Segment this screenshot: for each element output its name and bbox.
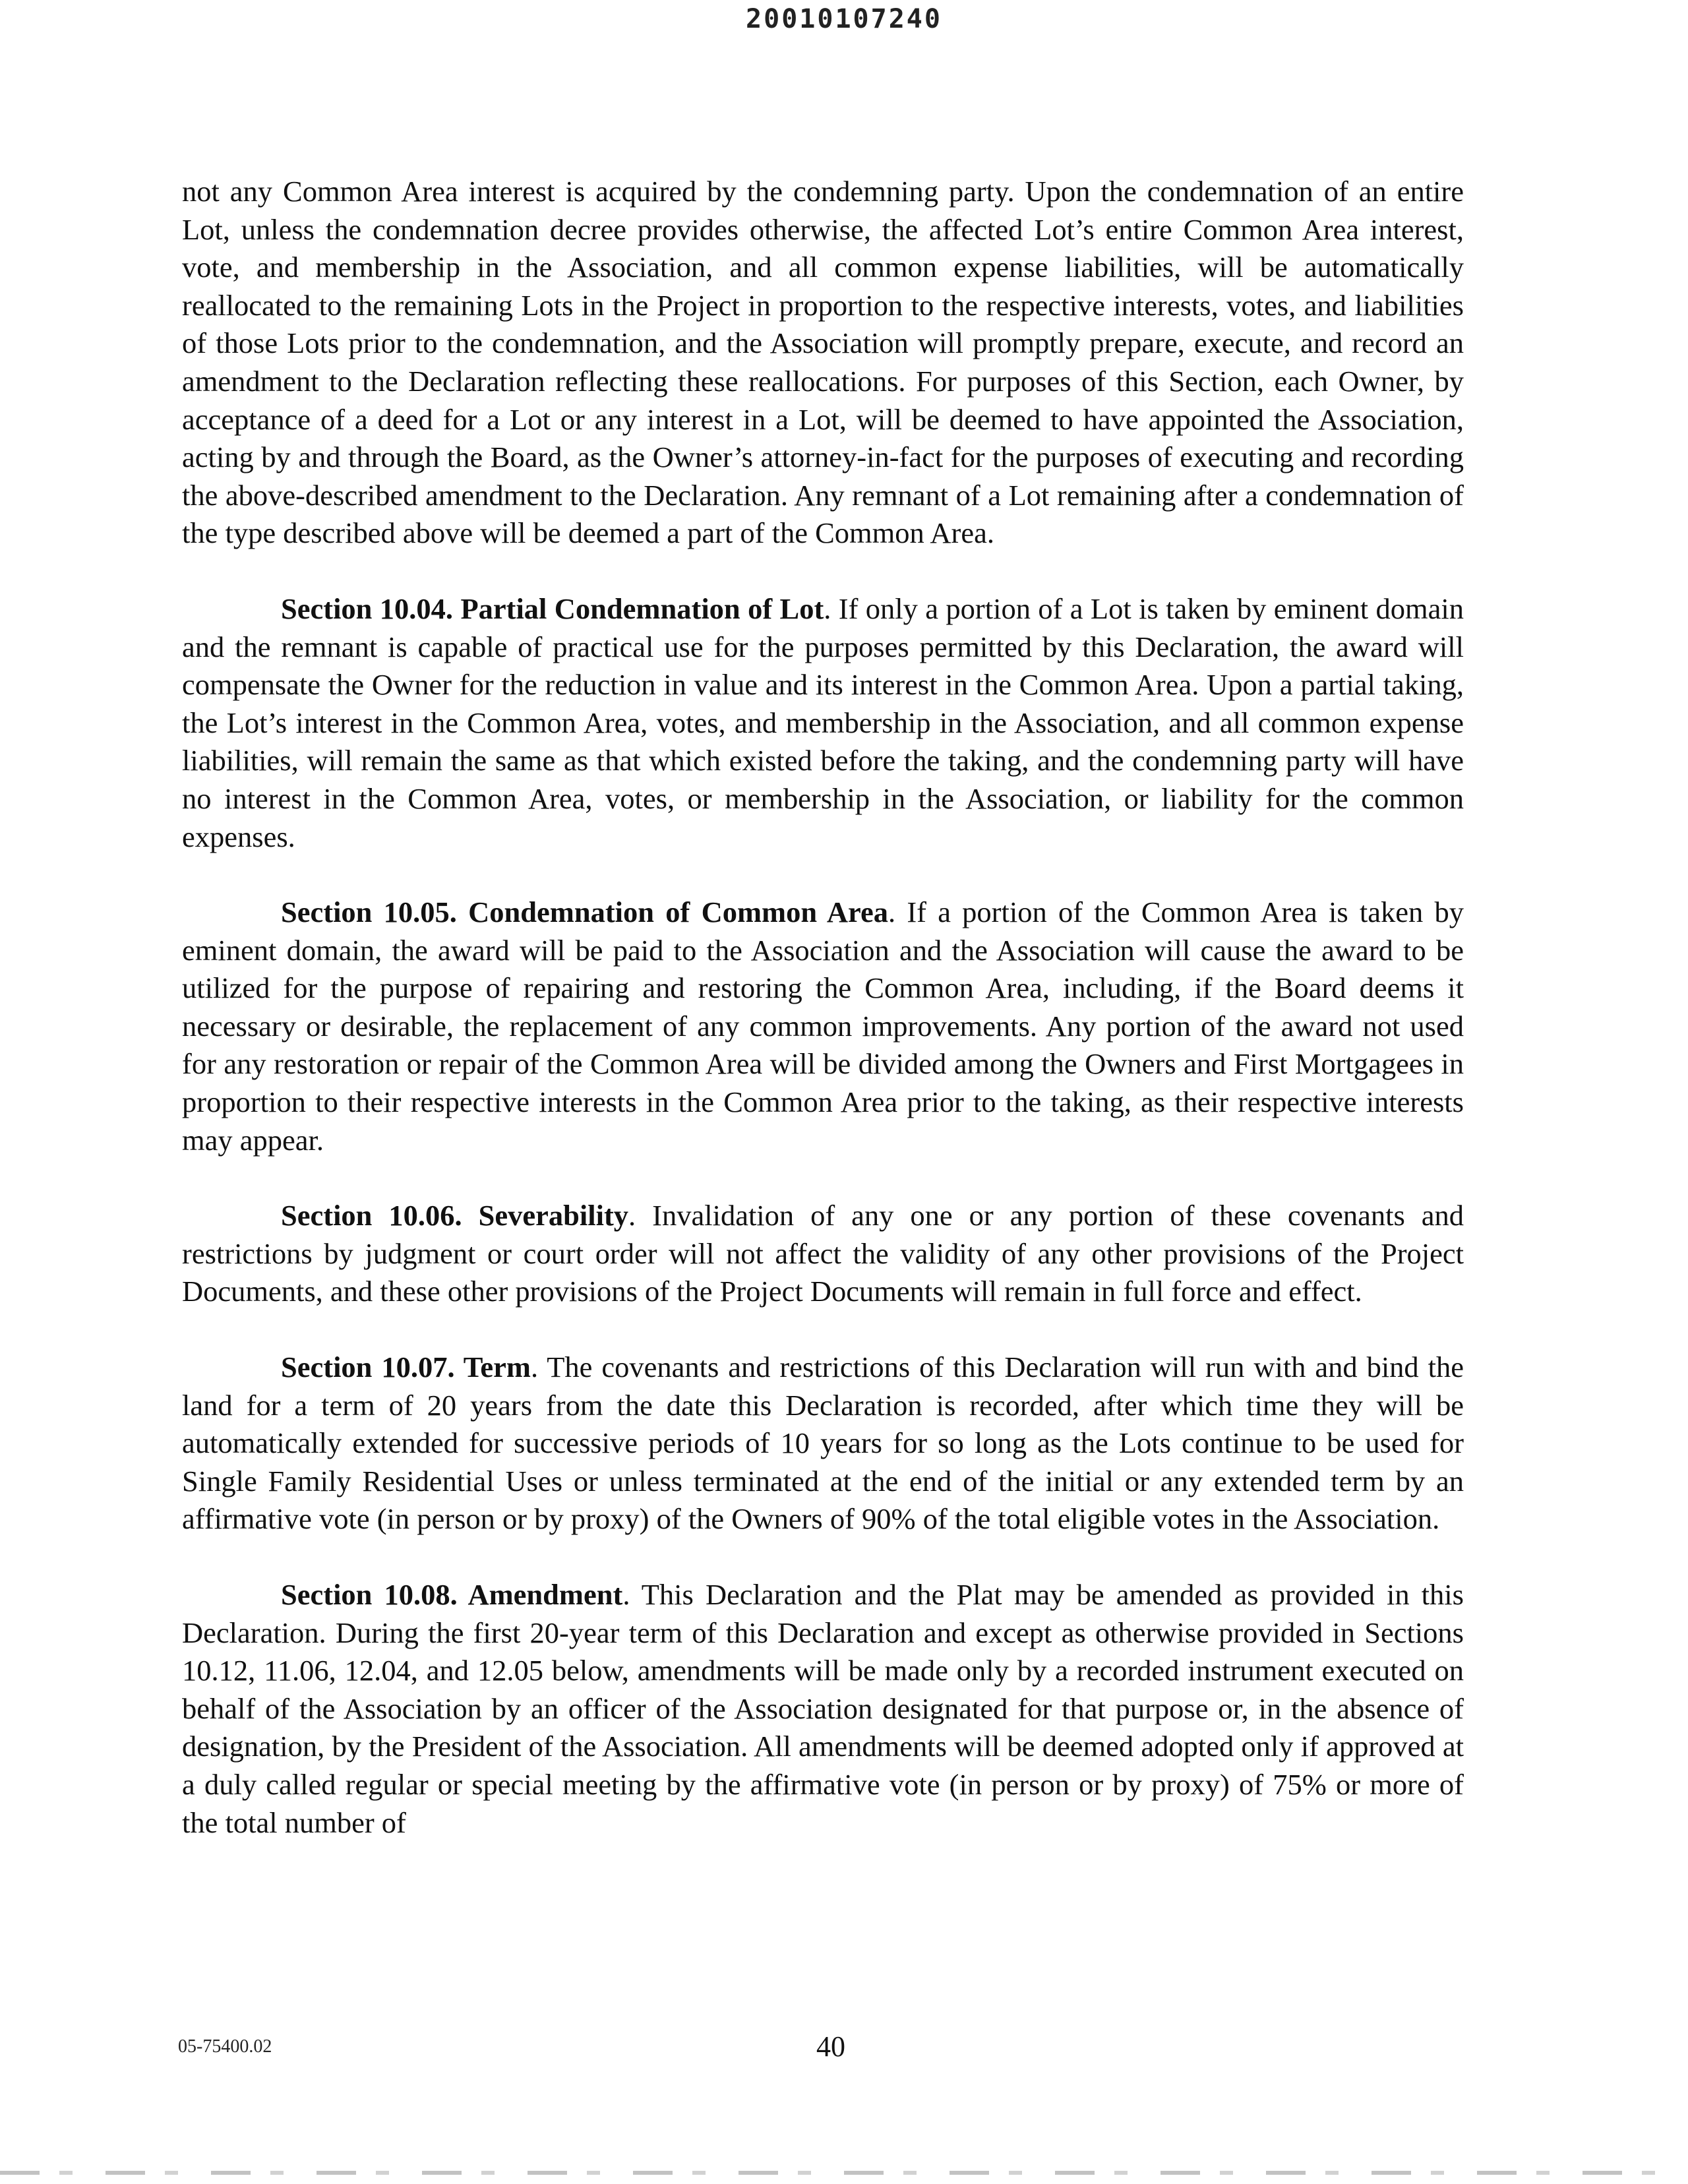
section-heading: Section 10.06. Severability	[281, 1199, 629, 1232]
section-text: . If a portion of the Common Area is taken by eminent domain, the award will be paid to the Association and the Association will cause the award to be utilized for the purpose of repairing and restoring the Common Area, including, if the Board deems it necessary or desirable, the replacement of any common improvements. Any portion of the award not used for any restoration or repair of the Common Area will be divided among the Owners and First Mortgagees in proportion to their respective interests in the Common Area prior to the taking, as their respective interests may appear.	[182, 895, 1464, 1157]
section-10-07	[182, 1349, 1464, 1538]
section-10-04	[182, 590, 1464, 856]
section-10-08	[182, 1576, 1464, 1842]
section-text: . The covenants and restrictions of this Declaration will run with and bind the land for a term of 20 years from the date this Declaration is recorded, after which time they will be automatically extended for successive periods of 10 years for so long as the Lots continue to be used for Single Family Residential Uses or unless terminated at the end of the initial or any extended term by an affirmative vote (in person or by proxy) of the Owners of 90% of the total eligible votes in the Association.	[182, 1350, 1464, 1536]
scan-edge-artifact	[0, 2171, 1688, 2175]
section-text: . Invalidation of any one or any portion of these covenants and restrictions by judgment or court order will not affect the validity of any other provisions of the Project Documents, and these other provisions of the Project Documents will remain in full force and effect.	[182, 1199, 1464, 1308]
footer-document-id: 05-75400.02	[178, 2036, 272, 2057]
section-text: . This Declaration and the Plat may be amended as provided in this Declaration. During the first 20-year term of this Declaration and except as otherwise provided in Sections 10.12, 11.06, 12.04, and 12.05 below, amendments will be made only by a recorded instrument executed on behalf of the Association by an officer of the Association designated for that purpose or, in the absence of designation, by the President of the Association. All amendments will be deemed adopted only if approved at a duly called regular or special meeting by the affirmative vote (in person or by proxy) of 75% or more of the total number of	[182, 1578, 1464, 1839]
document-body	[182, 173, 1464, 1842]
paragraph-continuation	[182, 173, 1464, 553]
section-heading: Section 10.07. Term	[281, 1350, 531, 1384]
section-heading: Section 10.04. Partial Condemnation of Lot	[281, 592, 824, 625]
section-heading: Section 10.08. Amendment	[281, 1578, 623, 1611]
section-heading: Section 10.05. Condemnation of Common Area	[281, 895, 888, 929]
section-10-06	[182, 1197, 1464, 1311]
page-number: 40	[816, 2030, 845, 2063]
paragraph-text: not any Common Area interest is acquired by the condemning party. Upon the condemnation of an entire Lot, unless the condemnation decree provides otherwise, the affected Lot’s entire Common Area interest, vote, and membership in the Association, and all common expense liabilities, will be automatically reallocated to the remaining Lots in the Project in proportion to the respective interests, votes, and liabilities of those Lots prior to the condemnation, and the Association will promptly prepare, execute, and record an amendment to the Declaration reflecting these reallocations. For purposes of this Section, each Owner, by acceptance of a deed for a Lot or any interest in a Lot, will be deemed to have appointed the Association, acting by and through the Board, as the Owner’s attorney-in-fact for the purposes of executing and recording the above-described amendment to the Declaration. Any remnant of a Lot remaining after a condemnation of the type described above will be deemed a part of the Common Area.	[182, 175, 1464, 550]
section-text: . If only a portion of a Lot is taken by eminent domain and the remnant is capable of practical use for the purposes permitted by this Declaration, the award will compensate the Owner for the reduction in value and its interest in the Common Area. Upon a partial taking, the Lot’s interest in the Common Area, votes, and membership in the Association, and all common expense liabilities, will remain the same as that which existed before the taking, and the condemning party will have no interest in the Common Area, votes, or membership in the Association, or liability for the common expenses.	[182, 592, 1464, 853]
recording-number-header: 20010107240	[746, 4, 942, 34]
section-10-05	[182, 894, 1464, 1159]
